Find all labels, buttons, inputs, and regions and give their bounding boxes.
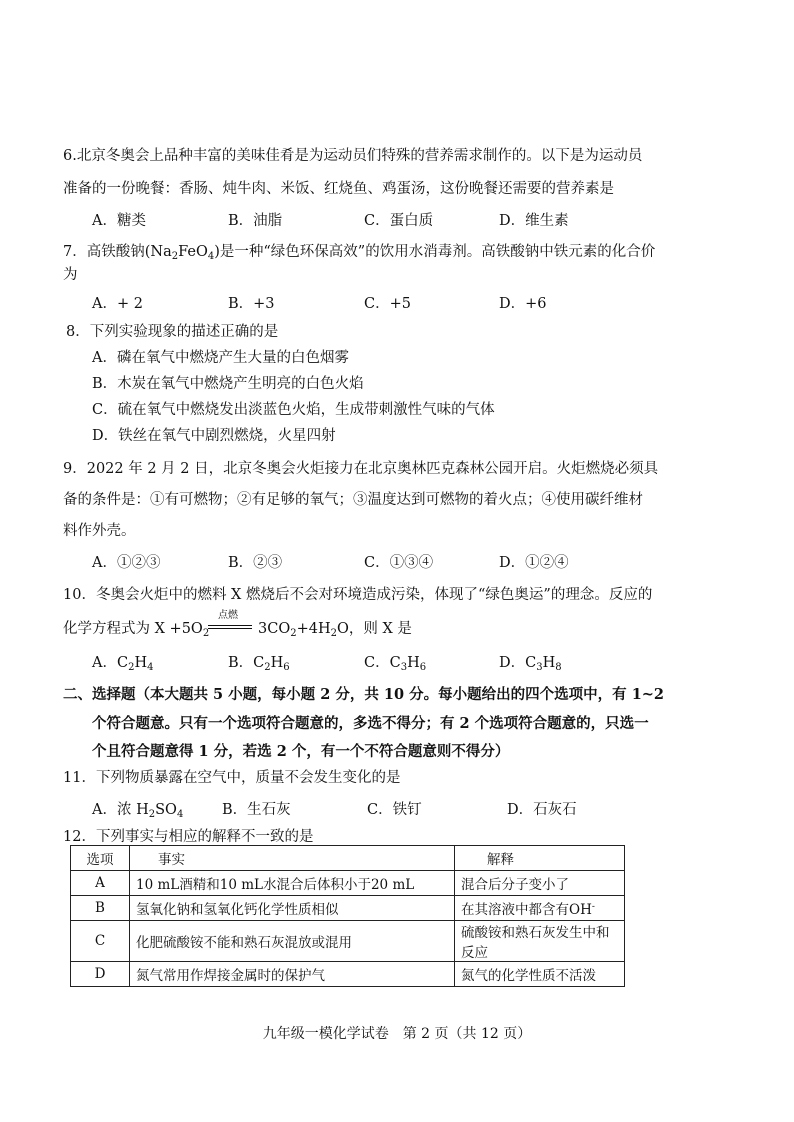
q10-option-c-s2: 6 [419, 662, 427, 673]
q11-option-c: C．铁钉 [367, 802, 422, 818]
q9-line3: 料作外壳。 [63, 523, 136, 539]
q10-eq-post-c: O，则 X 是 [337, 621, 412, 637]
q10-equation-products [258, 617, 412, 638]
q10-eq-pre: 化学方程式为 X +5O [63, 621, 203, 637]
q10-equation [63, 617, 209, 638]
q10-option-c-pre: C．C [364, 655, 401, 671]
q12-header-option: 选项 [71, 846, 130, 871]
q11-option-b: B．生石灰 [222, 802, 291, 818]
q10-option-a-pre: A．C [92, 655, 129, 671]
q10-option-c-s1: 3 [400, 662, 408, 673]
q12-header-explanation: 解释 [455, 846, 625, 871]
table-row [71, 962, 625, 987]
q9-option-c: C．①③④ [364, 555, 434, 571]
q7-text-pre: 7．高铁酸钠(Na [63, 244, 172, 260]
q10-option-b-pre: B．C [228, 655, 265, 671]
q9-option-d: D．①②④ [499, 555, 569, 571]
q7-option-a: A．+ 2 [92, 296, 143, 312]
q10-eq-sub2: 2 [290, 628, 297, 639]
q7-line2: 为 [63, 267, 78, 283]
q12-cell-explanation-text: 在其溶液中都含有OH [461, 902, 592, 918]
q12-table [70, 845, 625, 987]
q7-sub1: 2 [171, 251, 179, 262]
q11-option-a-pre: A．浓 H [92, 802, 149, 818]
q12-cell-fact: 化肥硫酸铵不能和熟石灰混放或混用 [130, 921, 455, 962]
q6-line1: 6.北京冬奥会上品种丰富的美味佳肴是为运动员们特殊的营养需求制作的。以下是为运动员 [63, 148, 643, 164]
q11-option-a-mid: SO [155, 802, 177, 818]
q7-option-b: B．+3 [228, 296, 275, 312]
q10-option-a-mid: H [134, 655, 148, 671]
table-row [71, 921, 625, 962]
q8-stem: 8．下列实验现象的描述正确的是 [66, 324, 279, 340]
q10-option-d-pre: D．C [499, 655, 537, 671]
q10-option-d-s1: 3 [536, 662, 543, 673]
q10-eq-post-a: 3CO [258, 621, 291, 637]
q10-option-c [364, 651, 426, 672]
q10-option-b-mid: H [270, 655, 284, 671]
q10-option-c-mid: H [407, 655, 420, 671]
q12-cell-option: D [71, 962, 130, 987]
q10-option-b-s2: 6 [283, 662, 290, 673]
q8-option-a: A．磷在氧气中燃烧产生大量的白色烟雾 [92, 350, 349, 366]
q12-header-fact: 事实 [130, 846, 455, 871]
q11-option-d: D．石灰石 [507, 802, 577, 818]
q10-eq-sub3: 2 [330, 628, 337, 639]
q12-cell-fact: 氢氧化钠和氢氧化钙化学性质相似 [130, 896, 455, 921]
q10-option-d [499, 651, 562, 672]
q12-cell-explanation: 混合后分子变小了 [455, 871, 625, 896]
q12-cell-fact: 氮气常用作焊接金属时的保护气 [130, 962, 455, 987]
q12-cell-option: A [71, 871, 130, 896]
page-footer: 九年级一模化学试卷 第 2 页（共 12 页） [262, 1026, 532, 1042]
q7-text-mid: FeO [178, 244, 208, 260]
q9-line2: 备的条件是：①有可燃物；②有足够的氧气；③温度达到可燃物的着火点；④使用碳纤维材 [63, 492, 643, 508]
q12-oh-charge: - [591, 902, 595, 912]
q8-option-d: D．铁丝在氧气中剧烈燃烧，火星四射 [92, 428, 336, 444]
q6-option-a: A．糖类 [92, 213, 146, 229]
q6-line2: 准备的一份晚餐：香肠、炖牛肉、米饭、红烧鱼、鸡蛋汤，这份晚餐还需要的营养素是 [63, 181, 614, 197]
q12-cell-option: C [71, 921, 130, 962]
q12-table-header [71, 846, 625, 871]
q11-option-a-s1: 2 [148, 809, 156, 820]
q10-eq-sub1: 2 [202, 628, 210, 639]
q10-option-d-mid: H [542, 655, 556, 671]
q7-line1 [63, 240, 655, 261]
q8-option-b: B．木炭在氧气中燃烧产生明亮的白色火焰 [92, 376, 364, 392]
q7-option-c: C．+5 [364, 296, 411, 312]
q10-reaction-arrow [208, 625, 252, 629]
q11-stem: 11．下列物质暴露在空气中，质量不会发生变化的是 [63, 770, 401, 786]
q10-option-a-s2: 4 [147, 662, 154, 673]
q7-option-d: D．+6 [499, 296, 547, 312]
q6-option-c: C．蛋白质 [364, 213, 434, 229]
q10-option-a-s1: 2 [128, 662, 135, 673]
q10-option-b [228, 651, 290, 672]
table-row [71, 871, 625, 896]
q9-line1: 9．2022 年 2 月 2 日，北京冬奥会火炬接力在北京奥林匹克森林公园开启。火炬燃烧必须具 [63, 461, 659, 477]
q10-option-a [92, 651, 153, 672]
q12-cell-explanation [455, 896, 625, 921]
section2-line3: 个且符合题意得 1 分，若选 2 个，有一个不符合题意则不得分） [92, 743, 510, 760]
q9-option-a: A．①②③ [92, 555, 161, 571]
q11-option-a [92, 798, 183, 819]
q10-eq-post-b: +4H [296, 621, 331, 637]
q12-cell-explanation: 氮气的化学性质不活泼 [455, 962, 625, 987]
table-row [71, 896, 625, 921]
q12-cell-fact: 10 mL酒精和10 mL水混合后体积小于20 mL [130, 871, 455, 896]
q7-sub2: 4 [207, 251, 215, 262]
q7-text-post: )是一种“绿色环保高效”的饮用水消毒剂。高铁酸钠中铁元素的化合价 [214, 244, 656, 260]
q11-option-a-s2: 4 [176, 809, 184, 820]
q10-option-b-s1: 2 [264, 662, 271, 673]
q10-option-d-s2: 8 [555, 662, 562, 673]
section2-line1: 二、选择题（本大题共 5 小题，每小题 2 分，共 10 分。每小题给出的四个选项中，有 1~2 [63, 686, 665, 703]
q10-line1: 10．冬奥会火炬中的燃料 X 燃烧后不会对环境造成污染，体现了“绿色奥运”的理念。反应的 [63, 587, 653, 603]
q9-option-b: B．②③ [228, 555, 283, 571]
q6-option-d: D．维生素 [499, 213, 569, 229]
section2-line2: 个符合题意。只有一个选项符合题意的，多选不得分；有 2 个选项符合题意的，只选一 [92, 715, 649, 732]
q12-stem: 12．下列事实与相应的解释不一致的是 [63, 829, 314, 845]
q12-cell-explanation: 硫酸铵和熟石灰发生中和反应 [455, 921, 625, 962]
q6-option-b: B．油脂 [228, 213, 283, 229]
q12-cell-option: B [71, 896, 130, 921]
q10-reaction-condition: 点燃 [218, 610, 238, 621]
q8-option-c: C．硫在氧气中燃烧发出淡蓝色火焰，生成带刺激性气味的气体 [92, 402, 495, 418]
